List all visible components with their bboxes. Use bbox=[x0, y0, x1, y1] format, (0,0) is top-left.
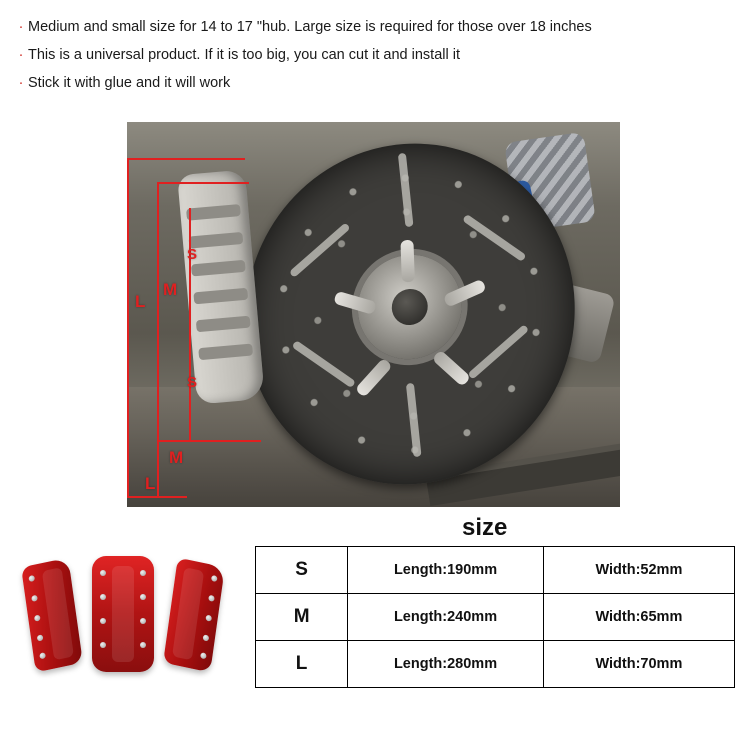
caliper-fin bbox=[196, 316, 251, 333]
measure-line-medium-bottom bbox=[157, 440, 261, 442]
caliper-fin bbox=[198, 344, 253, 361]
caliper-fin bbox=[191, 260, 246, 277]
size-code: M bbox=[256, 594, 348, 641]
measure-line-medium-vertical bbox=[157, 182, 159, 498]
measure-line-left-vertical bbox=[127, 158, 129, 498]
measure-label-M-left: M bbox=[163, 280, 178, 299]
caliper-cover-right bbox=[163, 558, 225, 673]
bullet-dot-icon: · bbox=[18, 74, 24, 91]
bullet-text: Stick it with glue and it will work bbox=[28, 75, 231, 91]
brake-disc-photo bbox=[127, 122, 620, 507]
bullet-text: Medium and small size for 14 to 17 "hub. Large size is required for those over 18 inches bbox=[28, 19, 592, 35]
size-width: Width:70mm bbox=[543, 641, 734, 688]
size-length: Length:280mm bbox=[348, 641, 544, 688]
product-image-group bbox=[14, 550, 234, 690]
table-row bbox=[256, 547, 735, 594]
list-item bbox=[14, 72, 734, 94]
size-heading: size bbox=[462, 514, 508, 541]
caliper-fin bbox=[186, 204, 241, 221]
bullet-text: This is a universal product. If it is too big, you can cut it and install it bbox=[28, 47, 460, 63]
caliper-cover-left bbox=[21, 558, 83, 673]
caliper-cover-center bbox=[92, 556, 154, 672]
measure-label-S-bottom: S bbox=[187, 374, 198, 391]
wheel-stud bbox=[400, 240, 414, 283]
size-length: Length:190mm bbox=[348, 547, 544, 594]
size-width: Width:52mm bbox=[543, 547, 734, 594]
measure-line-small-vertical bbox=[189, 208, 191, 440]
bullet-dot-icon: · bbox=[18, 18, 24, 35]
measure-label-L-bottom: L bbox=[145, 474, 156, 493]
size-width: Width:65mm bbox=[543, 594, 734, 641]
table-row bbox=[256, 594, 735, 641]
list-item bbox=[14, 44, 734, 66]
measure-label-M-bottom: M bbox=[169, 448, 184, 467]
bullet-dot-icon: · bbox=[18, 46, 24, 63]
measure-line-medium-top bbox=[157, 182, 249, 184]
measure-label-S-top: S bbox=[187, 246, 198, 263]
size-code: L bbox=[256, 641, 348, 688]
measure-line-top bbox=[127, 158, 245, 160]
table-row bbox=[256, 641, 735, 688]
caliper-fin bbox=[193, 288, 248, 305]
feature-bullet-list bbox=[14, 16, 734, 100]
measure-label-L-left: L bbox=[135, 292, 146, 311]
size-code: S bbox=[256, 547, 348, 594]
size-table bbox=[255, 546, 735, 688]
hub-center bbox=[391, 288, 428, 327]
size-length: Length:240mm bbox=[348, 594, 544, 641]
list-item bbox=[14, 16, 734, 38]
